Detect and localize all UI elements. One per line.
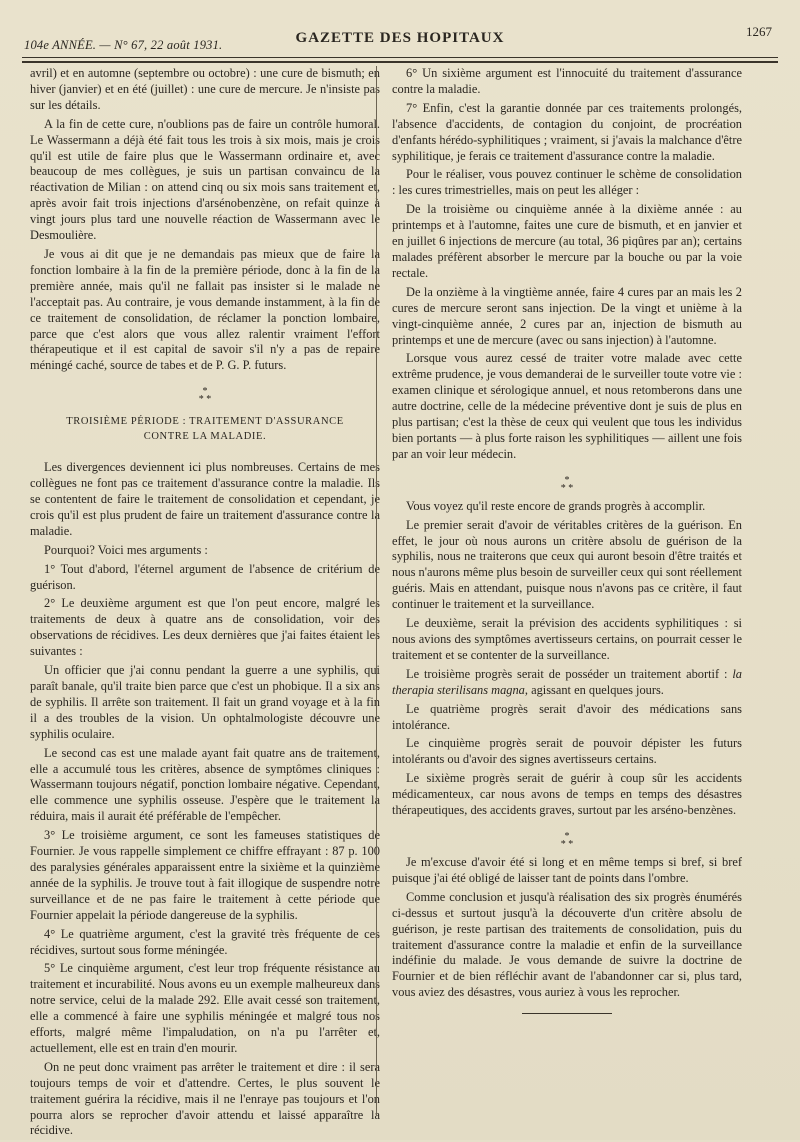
paragraph: Le sixième progrès serait de guérir à coup sûr les accidents médicamenteux, car nous avons de temps en temps des désastres thérapeutiques, des accidents graves, surtout par les arséno-benzènes. xyxy=(392,771,742,818)
paragraph: A la fin de cette cure, n'oublions pas de faire un contrôle humoral. Le Wassermann a déjà été fait tous les trois à six mois, mais je crois qu'il est utile de faire plus que le Wassermann ordinaire et, avec beaucoup de mes collègues, je suis un partisan convaincu de la réactivation de Milian : on attend cinq ou six mois sans traitement et, après avoir fait trois injections d'arsénobenzène, on refait quinze à vingt jours plus tard une nouvelle réaction de Wassermann avec le Desmoulière. xyxy=(30,116,380,243)
paragraph: 4° Le quatrième argument, c'est la gravité très fréquente de ces récidives, surtout sous forme méningée. xyxy=(30,926,380,957)
paragraph-text: Le troisième progrès serait de posséder un traitement abortif : xyxy=(406,666,733,681)
paragraph: Lorsque vous aurez cessé de traiter votre malade avec cette extrême prudence, je vous demanderai de le surveiller toute votre vie : examen clinique et sérologique annuel, et nous retomberons dans une autre doctrine, celle de la médecine préventive dont je suis de plus en plus partisan; c'est la thèse de ceux qui veulent que tous les individus bien portants — à plus forte raison les syphilitiques — aillent une fois par an voir leur médecin. xyxy=(392,351,742,461)
left-column xyxy=(30,66,380,1142)
section-separator: * * * xyxy=(560,830,574,850)
paragraph: Je m'excuse d'avoir été si long et en même temps si bref, si bref puisque j'ai été obligé de laisser tant de points dans l'ombre. xyxy=(392,854,742,885)
paragraph: avril) et en automne (septembre ou octobre) : une cure de bismuth; en hiver (janvier) et en été (juillet) : une cure de mercure. Je n'insiste pas sur les détails. xyxy=(30,66,380,112)
latin-phrase: la therapia sterilisans magna xyxy=(392,666,742,697)
paragraph: Le quatrième progrès serait d'avoir des médications sans intolérance. xyxy=(392,701,742,732)
paragraph: Le second cas est une malade ayant fait quatre ans de traitement, elle a accumulé tous les critères, absence de symptômes cliniques : Wassermann toujours négatif, ponction lombaire négative. Cependant, elle commence une syphilis osseuse. J'espère que le traitement la réduira, mais il aurait été préférable de l'empêcher. xyxy=(30,745,380,824)
paragraph: Les divergences deviennent ici plus nombreuses. Certains de mes collègues ne font pas ce traitement d'assurance contre la maladie. Ils se contentent de faire le traitement de consolidation et cependant, je crois qu'il est plus prudent de faire un traitement d'assurance contre la maladie. xyxy=(30,460,380,538)
paragraph: Vous voyez qu'il reste encore de grands progrès à accomplir. xyxy=(406,498,706,513)
paragraph: Comme conclusion et jusqu'à réalisation des six progrès énumérés ci-dessus et surtout jusqu'à la découverte d'un critère absolu de guérison, je reste partisan des traitements de consolidation, puis du traitement d'assurance contre la maladie et enfin de la surveillance indéfinie du malade. Je vous demande de suivre la doctrine de Fournier et de bien réfléchir avant de l'abandonner car si, plus tard, vous aviez des désastres, vous auriez à vous les reprocher. xyxy=(392,889,742,1000)
section-heading-line-1: TROISIÈME PÉRIODE : TRAITEMENT D'ASSURANCE xyxy=(66,416,344,428)
end-ornament xyxy=(522,1013,612,1014)
paragraph: 7° Enfin, c'est la garantie donnée par ces traitements prolongés, l'absence d'accidents, de contagion du conjoint, de procréation d'enfants hérédo-syphilitiques ; vraiment, si j'avais la malchance d'être syphilitique, je ferais ce traitement d'assurance contre la maladie. xyxy=(392,100,742,163)
paragraph: De la onzième à la vingtième année, faire 4 cures par an mais les 2 cures de mercure seront sans injection. De la vingt et unième à la vingt-cinquième année, 2 cures par an, injection de bismuth au printemps et une de mercure (avec ou sans injection) à l'automne. xyxy=(392,284,742,347)
column-divider xyxy=(376,66,377,1116)
paragraph xyxy=(392,667,742,699)
paragraph: 1° Tout d'abord, l'éternel argument de l'absence de critérium de guérison. xyxy=(30,561,380,592)
paragraph: Le premier serait d'avoir de véritables critères de la guérison. En effet, le jour où nous aurons un critère absolu de guérison de la syphilis, nous ne traiterons que ceux qui auront besoin d'être traités et nous n'aurons même plus besoin de surveiller ceux qui sont réellement guéris. Mais en attendant, puisque nous n'avons pas ce critère, il faut continuer le traitement et la surveillance. xyxy=(392,517,742,612)
paragraph: Pourquoi? Voici mes arguments : xyxy=(44,542,208,557)
paragraph: De la troisième ou cinquième année à la dixième année : au printemps et à l'automne, faites une cure de bismuth, et en janvier et en juillet 6 injections de mercure (au total, 36 piqûres par an); certains malades préfèrent absorber le mercure par la bouche ou par la voie rectale. xyxy=(392,202,742,280)
paragraph: 6° Un sixième argument est l'innocuité du traitement d'assurance contre la maladie. xyxy=(392,66,742,96)
paragraph: 3° Le troisième argument, ce sont les fameuses statistiques de Fournier. Je vous rappelle simplement ce chiffre effrayant : 87 p. 100 des paralysies générales apparaissent entre la sixième et la quinzième année de la syphilis. Je trouve tout à fait illogique de suspendre notre surveillance et de ne pas faire le traitement à cette période que Fournier appelait la période dangereuse de la syphilis. xyxy=(30,828,380,922)
paragraph: 5° Le cinquième argument, c'est leur trop fréquente résistance au traitement et incurabilité. Nous avons eu un exemple malheureux dans notre service, celui de la malade 292. Elle avait cessé son traitement, elle a commencé à faire une syphilis méningée et malgré tous nos efforts, malgré même l'impaludation, on n'a pu l'arrêter et, actuellement, elle est en train d'en mourir. xyxy=(30,961,380,1055)
paragraph: Pour le réaliser, vous pouvez continuer le schème de consolidation : les cures trimestrielles, mais on peut les alléger : xyxy=(392,167,742,198)
paragraph: 2° Le deuxième argument est que l'on peut encore, malgré les traitements de deux à quatre ans de consolidation, voir des observations de récidives. Les deux dernières que j'ai faites étaient les suivantes : xyxy=(30,596,380,659)
header-rule-thick xyxy=(22,61,778,63)
paragraph: On ne peut donc vraiment pas arrêter le traitement et dire : il sera toujours temps de voir et d'attendre. Certes, le plus souvent le traitement guérira la récidive, mais il ne l'enraye pas toujours et l'on pourra alors se reprocher d'avoir attendu et laissé apparaître la récidive. xyxy=(30,1059,380,1138)
paragraph: Je vous ai dit que je ne demandais pas mieux que de faire la fonction lombaire à la fin de la première période, donc à la fin de la première année, mais qu'il ne fallait pas insister si le malade ne l'acceptait pas. Au contraire, je vous demande instamment, à la fin de ce traitement de consolidation, de réclamer la ponction lombaire, parce que c'est alors que vous allez ralentir vraiment l'effort thérapeutique et il est capital de savoir s'il n'y a pas de repaire méningé caché, source de tabes et de P. G. P. futurs. xyxy=(30,246,380,373)
issue-info: 104e ANNÉE. — N° 67, 22 août 1931. xyxy=(24,38,223,52)
section-heading-line-2: CONTRE LA MALADIE. xyxy=(143,431,267,443)
header-rule-thin xyxy=(22,57,778,58)
journal-title: GAZETTE DES HOPITAUX xyxy=(295,30,505,46)
paragraph: Un officier que j'ai connu pendant la guerre a une syphilis, qui paraît banale, qu'il traite bien parce que c'est un phobique. Il a six ans de syphilis. Il arrête son traitement. Il fait un grand voyage et à la fin il a des troubles de la vision. Un ophtalmologiste découvre une syphilis oculaire. xyxy=(30,663,380,741)
paragraph-text: , agissant en quelques jours. xyxy=(524,682,664,697)
paragraph: Le cinquième progrès serait de pouvoir dépister les futurs intolérants ou d'avoir des signes avertisseurs certains. xyxy=(392,736,742,767)
section-separator: * * * xyxy=(198,386,212,406)
page-number: 1267 xyxy=(746,24,772,39)
section-separator: * * * xyxy=(560,474,574,494)
section-heading xyxy=(30,414,380,444)
paragraph: Le deuxième, serait la prévision des accidents syphilitiques : si nous avions des symptômes avertisseurs certains, on pourrait cesser le traitement et se contenter de la surveillance. xyxy=(392,616,742,662)
page-header xyxy=(22,24,778,54)
right-column xyxy=(392,66,742,1014)
